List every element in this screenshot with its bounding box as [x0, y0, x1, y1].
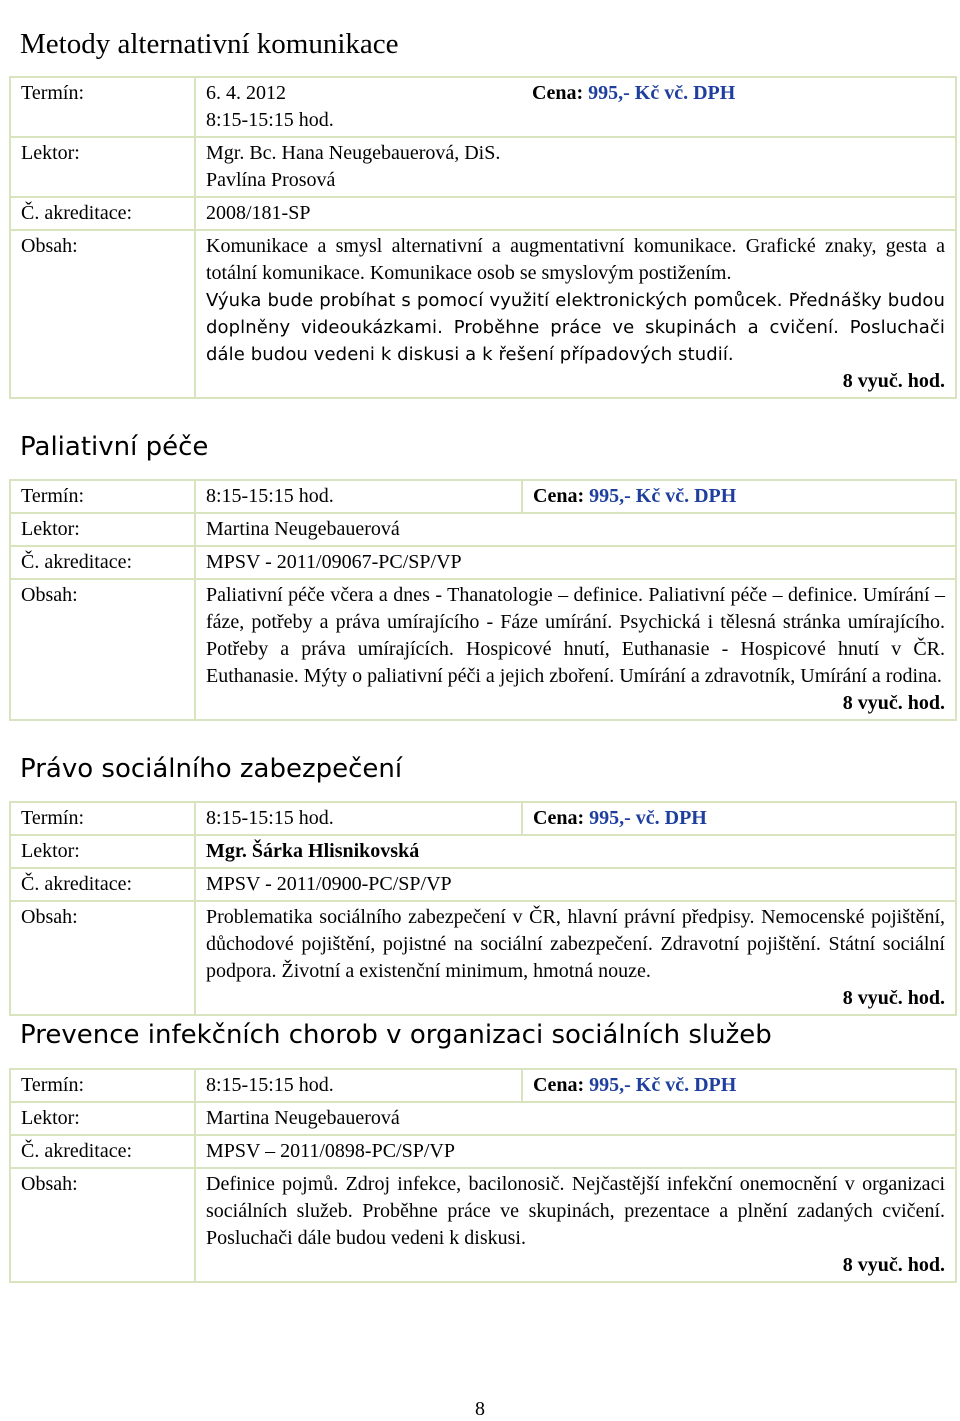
- row-lektor: [10, 137, 956, 197]
- hours: 8 vyuč. hod.: [842, 370, 945, 392]
- row-termin: [10, 802, 956, 835]
- label-lektor: Lektor:: [10, 835, 195, 868]
- label-termin: Termín:: [10, 77, 195, 137]
- obsah-paragraph: Problematika sociálního zabezpečení v ČR, hlavní právní předpisy. Nemocenské pojištění, důchodové pojištění, pojistné na sociální zabezpečení. Zdravotní pojištění. Státní sociální podpora. Životní a existenční minimum, hmotná nouze.: [206, 906, 945, 982]
- termin-value: [195, 77, 522, 137]
- section-title-metody: Metody alternativní komunikace: [20, 28, 399, 60]
- lektor-name-1: Mgr. Bc. Hana Neugebauerová, DiS.: [206, 142, 501, 164]
- section-title-paliativni: Paliativní péče: [20, 432, 209, 462]
- hours: 8 vyuč. hod.: [842, 1254, 945, 1276]
- lektor-name: Martina Neugebauerová: [195, 513, 956, 546]
- price: [522, 802, 956, 835]
- label-lektor: Lektor:: [10, 1102, 195, 1135]
- label-termin: Termín:: [10, 802, 195, 835]
- obsah-value: [195, 1168, 956, 1282]
- row-obsah: [10, 901, 956, 1015]
- obsah-value: [195, 579, 956, 720]
- page-number: 8: [475, 1398, 485, 1420]
- price-prefix: Cena:: [533, 807, 590, 829]
- label-obsah: Obsah:: [10, 579, 195, 720]
- price-value: 995,- Kč vč. DPH: [589, 1074, 737, 1096]
- price-value: 995,- vč. DPH: [589, 807, 707, 829]
- label-termin: Termín:: [10, 480, 195, 513]
- hours: 8 vyuč. hod.: [842, 692, 945, 714]
- price-value: 995,- Kč vč. DPH: [589, 485, 737, 507]
- lektor-value: [195, 137, 956, 197]
- row-akreditace: [10, 197, 956, 230]
- obsah-paragraph-2: Výuka bude probíhat s pomocí využití elektronických pomůcek. Přednášky budou doplněny videoukázkami. Proběhne práce ve skupinách a cvičení. Posluchači dále budou vedeni k diskusi a k řešení případových studií.: [206, 290, 945, 365]
- lektor-name: Martina Neugebauerová: [195, 1102, 956, 1135]
- row-lektor: [10, 513, 956, 546]
- label-obsah: Obsah:: [10, 230, 195, 398]
- akreditace-value: MPSV - 2011/09067-PC/SP/VP: [195, 546, 956, 579]
- akreditace-value: MPSV - 2011/0900-PC/SP/VP: [195, 868, 956, 901]
- price: [522, 480, 956, 513]
- course-table-prevence: [9, 1068, 957, 1283]
- termin-time: 8:15-15:15 hod.: [195, 802, 522, 835]
- price-prefix: Cena:: [532, 82, 589, 104]
- hours: 8 vyuč. hod.: [842, 987, 945, 1009]
- label-akreditace: Č. akreditace:: [10, 868, 195, 901]
- termin-time: 8:15-15:15 hod.: [195, 480, 522, 513]
- obsah-paragraph: Definice pojmů. Zdroj infekce, bacilonosič. Nejčastější infekční onemocnění v organizaci sociálních služeb. Proběhne práce ve skupinách, prezentace a plnění zadaných cvičení. Posluchači dále budou vedeni k diskusi.: [206, 1173, 945, 1249]
- row-obsah: [10, 1168, 956, 1282]
- akreditace-value: MPSV – 2011/0898-PC/SP/VP: [195, 1135, 956, 1168]
- termin-time: 8:15-15:15 hod.: [195, 1069, 522, 1102]
- row-obsah: [10, 230, 956, 398]
- label-termin: Termín:: [10, 1069, 195, 1102]
- row-lektor: [10, 835, 956, 868]
- obsah-value: [195, 901, 956, 1015]
- label-lektor: Lektor:: [10, 137, 195, 197]
- price: [522, 1069, 956, 1102]
- akreditace-value: 2008/181-SP: [195, 197, 956, 230]
- label-akreditace: Č. akreditace:: [10, 546, 195, 579]
- row-termin: [10, 77, 956, 137]
- price-prefix: Cena:: [533, 485, 590, 507]
- price-prefix: Cena:: [533, 1074, 590, 1096]
- termin-date: 6. 4. 2012: [206, 82, 286, 104]
- lektor-name: Mgr. Šárka Hlisnikovská: [195, 835, 956, 868]
- row-obsah: [10, 579, 956, 720]
- section-title-pravo: Právo sociálního zabezpečení: [20, 754, 403, 784]
- row-termin: [10, 1069, 956, 1102]
- obsah-value: [195, 230, 956, 398]
- price: [522, 77, 956, 137]
- row-akreditace: [10, 1135, 956, 1168]
- row-akreditace: [10, 868, 956, 901]
- price-value: 995,- Kč vč. DPH: [588, 82, 736, 104]
- row-akreditace: [10, 546, 956, 579]
- label-obsah: Obsah:: [10, 1168, 195, 1282]
- course-table-metody: [9, 76, 957, 399]
- obsah-paragraph-1: Komunikace a smysl alternativní a augmentativní komunikace. Grafické znaky, gesta a totální komunikace. Komunikace osob se smyslovým postižením.: [206, 235, 945, 284]
- label-akreditace: Č. akreditace:: [10, 197, 195, 230]
- course-table-paliativni: [9, 479, 957, 721]
- row-lektor: [10, 1102, 956, 1135]
- termin-time: 8:15-15:15 hod.: [206, 109, 334, 131]
- row-termin: [10, 480, 956, 513]
- label-lektor: Lektor:: [10, 513, 195, 546]
- lektor-name-2: Pavlína Prosová: [206, 169, 336, 191]
- section-title-prevence: Prevence infekčních chorob v organizaci sociálních služeb: [20, 1020, 772, 1050]
- obsah-paragraph: Paliativní péče včera a dnes - Thanatologie – definice. Paliativní péče – definice. Umírání – fáze, potřeby a práva umírajícího - Fáze umírání. Psychická i tělesná stránka umírajícího. Potřeby a práva umírajících. Hospicové hnutí, Euthanasie - Hospicové hnutí v ČR. Euthanasie. Mýty o paliativní péči a jejich zboření. Umírání a zdravotník, Umírání a rodina.: [206, 584, 945, 687]
- label-obsah: Obsah:: [10, 901, 195, 1015]
- label-akreditace: Č. akreditace:: [10, 1135, 195, 1168]
- course-table-pravo: [9, 801, 957, 1016]
